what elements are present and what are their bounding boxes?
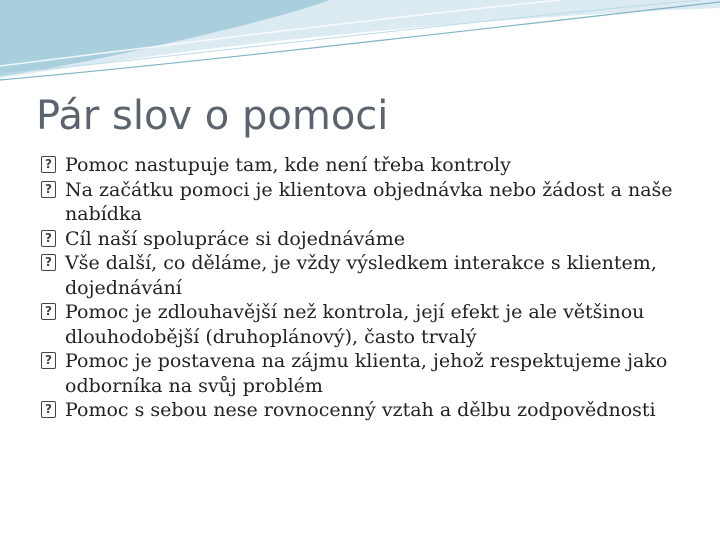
bullet-item bbox=[32, 227, 708, 252]
missing-glyph-bullet-icon bbox=[32, 300, 65, 320]
bullet-text: Pomoc je zdlouhavější než kontrola, její efekt je ale většinou dlouhodobější (druhoplánový), často trvalý bbox=[65, 301, 645, 348]
bullet-item bbox=[32, 251, 708, 300]
missing-glyph-bullet-icon bbox=[32, 398, 65, 418]
bullet-text: Cíl naší spolupráce si dojednáváme bbox=[65, 227, 405, 250]
bullet-text: Na začátku pomoci je klientova objednávka nebo žádost a naše nabídka bbox=[65, 178, 673, 225]
bullet-list bbox=[32, 153, 708, 423]
bullet-text: Pomoc je postavena na zájmu klienta, jehož respektujeme jako odborníka na svůj problém bbox=[65, 350, 668, 397]
missing-glyph-bullet-icon bbox=[32, 178, 65, 198]
bullet-text: Pomoc nastupuje tam, kde není třeba kontroly bbox=[65, 154, 511, 176]
bullet-item bbox=[32, 153, 708, 178]
bullet-item bbox=[32, 178, 708, 227]
bullet-item bbox=[32, 349, 708, 398]
bullet-text: Pomoc s sebou nese rovnocenný vztah a dělbu zodpovědnosti bbox=[65, 399, 656, 421]
missing-glyph-bullet-icon bbox=[32, 227, 65, 247]
bullet-text: Vše další, co děláme, je vždy výsledkem interakce s klientem, dojednávání bbox=[65, 252, 657, 299]
bullet-item bbox=[32, 398, 708, 423]
missing-glyph-bullet-icon bbox=[32, 251, 65, 271]
slide-title: Pár slov o pomoci bbox=[36, 93, 389, 139]
bullet-item bbox=[32, 300, 708, 349]
header-wave-decoration bbox=[0, 0, 720, 90]
missing-glyph-bullet-icon bbox=[32, 153, 65, 173]
missing-glyph-bullet-icon bbox=[32, 349, 65, 369]
